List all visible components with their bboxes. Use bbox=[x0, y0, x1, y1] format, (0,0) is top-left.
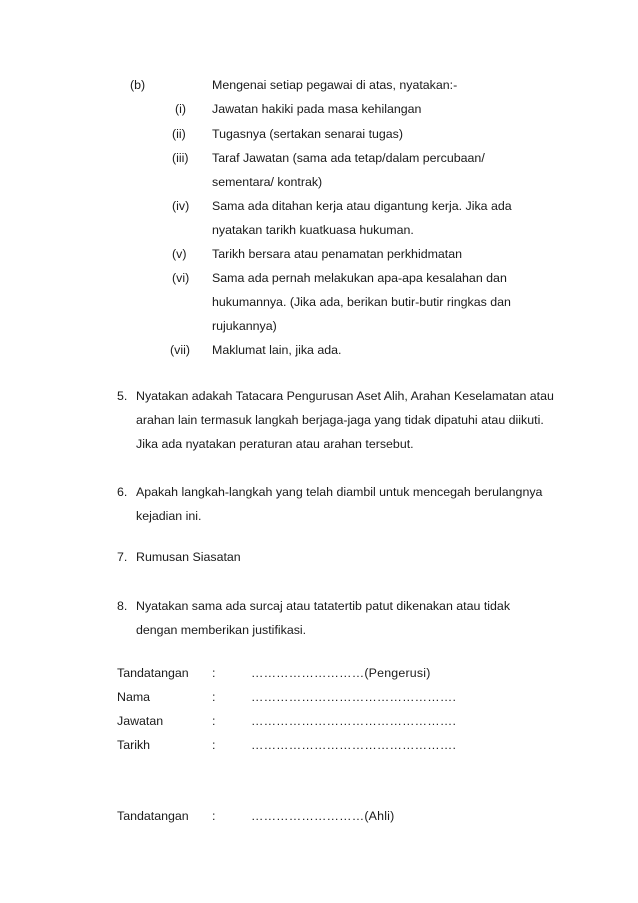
name-label: Nama bbox=[117, 690, 151, 704]
item-iii-line-2: sementara/ kontrak) bbox=[212, 175, 323, 189]
item-vi-line-2: hukumannya. (Jika ada, berikan butir-butir ringkas dan bbox=[212, 295, 511, 309]
item-6-num: 6. bbox=[117, 485, 128, 499]
item-7-num: 7. bbox=[117, 550, 128, 564]
item-iii-line-1: Taraf Jawatan (sama ada tetap/dalam percubaan/ bbox=[212, 151, 485, 165]
item-5-line-1: Nyatakan adakah Tatacara Pengurusan Aset Alih, Arahan Keselamatan atau bbox=[136, 389, 554, 403]
signature-colon: : bbox=[212, 666, 216, 680]
item-v-line-1: Tarikh bersara atau penamatan perkhidmatan bbox=[212, 247, 463, 261]
item-6-line-2: kejadian ini. bbox=[136, 509, 202, 523]
member-signature-colon: : bbox=[212, 809, 216, 823]
item-vi-line-3: rujukannya) bbox=[212, 319, 277, 333]
item-i-line-1: Jawatan hakiki pada masa kehilangan bbox=[212, 102, 422, 116]
item-i-num: (i) bbox=[175, 102, 187, 116]
item-iv-num: (iv) bbox=[172, 199, 190, 213]
date-label: Tarikh bbox=[117, 738, 151, 752]
item-vii-line-1: Maklumat lain, jika ada. bbox=[212, 343, 342, 357]
date-colon: : bbox=[212, 738, 216, 752]
signature-value-chairman: ………………………(Pengerusi) bbox=[251, 666, 431, 680]
item-8-num: 8. bbox=[117, 599, 128, 613]
section-b-label: (b) bbox=[130, 78, 146, 92]
member-signature-label: Tandatangan bbox=[117, 809, 189, 823]
item-ii-line-1: Tugasnya (sertakan senarai tugas) bbox=[212, 127, 404, 141]
position-value: …………………………………………. bbox=[251, 714, 457, 728]
item-iv-line-2: nyatakan tarikh kuatkuasa hukuman. bbox=[212, 223, 414, 237]
item-iii-num: (iii) bbox=[172, 151, 189, 165]
signature-value-member: ………………………(Ahli) bbox=[251, 809, 395, 823]
item-ii-num: (ii) bbox=[172, 127, 186, 141]
name-colon: : bbox=[212, 690, 216, 704]
item-vii-num: (vii) bbox=[170, 343, 190, 357]
section-b-text: Mengenai setiap pegawai di atas, nyatakan:- bbox=[212, 78, 458, 92]
item-8-line-2: dengan memberikan justifikasi. bbox=[136, 623, 307, 637]
item-6-line-1: Apakah langkah-langkah yang telah diambil untuk mencegah berulangnya bbox=[136, 485, 543, 499]
date-value: …………………………………………. bbox=[251, 738, 457, 752]
item-5-num: 5. bbox=[117, 389, 128, 403]
item-v-num: (v) bbox=[172, 247, 187, 261]
item-5-line-3: Jika ada nyatakan peraturan atau arahan tersebut. bbox=[136, 437, 414, 451]
item-5-line-2: arahan lain termasuk langkah berjaga-jaga yang tidak dipatuhi atau diikuti. bbox=[136, 413, 544, 427]
signature-label: Tandatangan bbox=[117, 666, 189, 680]
name-value: …………………………………………. bbox=[251, 690, 457, 704]
position-label: Jawatan bbox=[117, 714, 164, 728]
position-colon: : bbox=[212, 714, 216, 728]
item-8-line-1: Nyatakan sama ada surcaj atau tatatertib patut dikenakan atau tidak bbox=[136, 599, 511, 613]
item-iv-line-1: Sama ada ditahan kerja atau digantung kerja. Jika ada bbox=[212, 199, 512, 213]
item-7-line-1: Rumusan Siasatan bbox=[136, 550, 241, 564]
item-vi-line-1: Sama ada pernah melakukan apa-apa kesalahan dan bbox=[212, 271, 507, 285]
item-vi-num: (vi) bbox=[172, 271, 190, 285]
